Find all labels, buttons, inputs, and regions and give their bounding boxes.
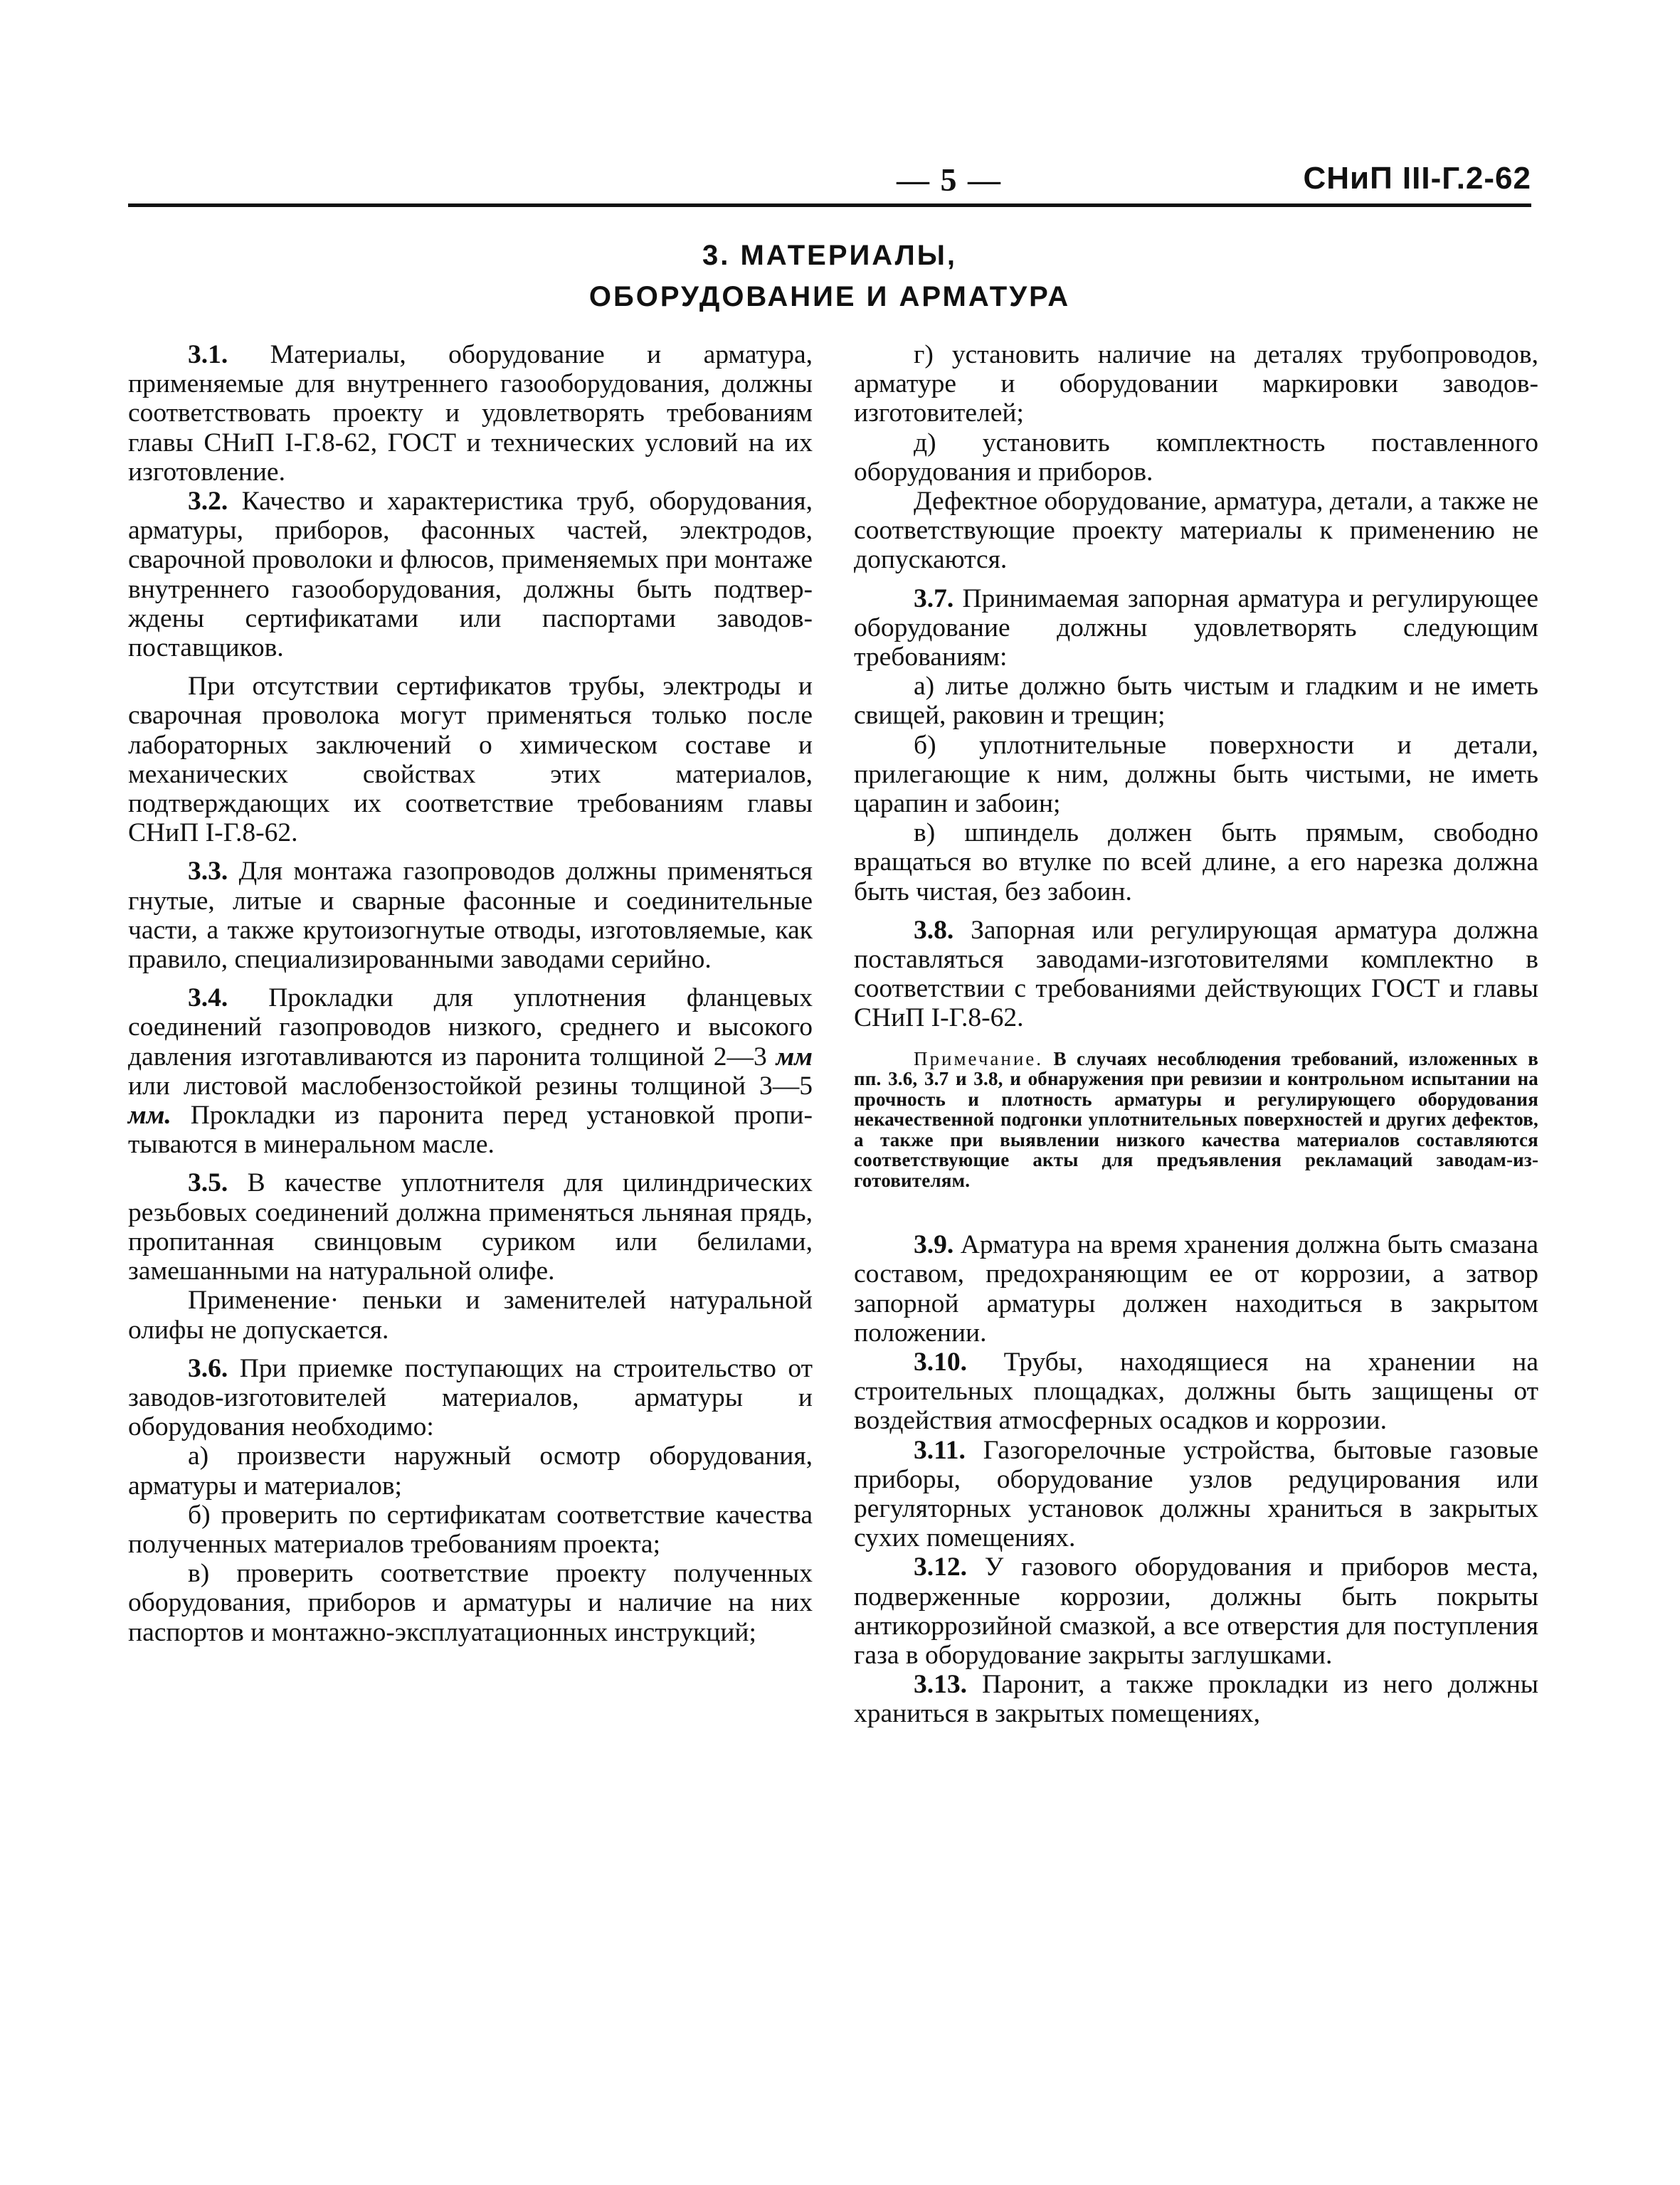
paragraph-text: Принимаемая запорная арматура и регулирующее оборудование должны удовлетворять следующим требованиям: <box>854 583 1538 672</box>
paragraph-3-3 <box>128 857 813 974</box>
paragraph-text: Газогорелочные устройства, бытовые газовые приборы, оборудование узлов редуцирования или регуляторных установок должны храниться в закрытых сухих помещениях. <box>854 1435 1538 1553</box>
clause-number: 3.4. <box>188 983 228 1013</box>
paragraph-3-1 <box>128 340 813 487</box>
clause-number: 3.10. <box>914 1347 967 1377</box>
paragraph-3-11 <box>854 1436 1538 1553</box>
header-rule <box>128 203 1531 207</box>
document-code: СНиП III-Г.2-62 <box>1303 161 1531 196</box>
paragraph-text: Для монтажа газопроводов должны применяться гнутые, литые и сварные фасонные и соединительные части, а также крутоизогнутые отводы, изготовляемые, как правило, специализированными заводами серийно. <box>128 857 813 975</box>
paragraph-text: Прокладки для уплотнения фланцевых соединений газопроводов низкого, среднего и высокого давления изготавливаются из паронита толщиной 2—3 <box>128 983 813 1072</box>
list-item-v: в) шпиндель должен быть прямым, свободно вращаться во втулке по всей длине, а его нарезка должна быть чистая, без забоин. <box>854 818 1538 906</box>
clause-number: 3.6. <box>188 1353 228 1383</box>
clause-number: 3.2. <box>188 487 228 517</box>
paragraph-3-4 <box>128 983 813 1159</box>
note-label: Примечание. <box>914 1047 1044 1069</box>
paragraph-3-9 <box>854 1230 1538 1348</box>
paragraph-3-2-continued: При отсутствии сертификатов трубы, электроды и сварочная проволока могут применяться только после лабораторных заключений о химическом составе и механических свойствах этих материалов, подтверждающих их соответствие требованиям главы СНиП I-Г.8-62. <box>128 672 813 848</box>
paragraph-3-8 <box>854 916 1538 1033</box>
paragraph-3-13 <box>854 1670 1538 1728</box>
list-item-g: г) установить наличие на деталях трубопроводов, арматуре и оборудовании маркировки заводов-изготовителей; <box>854 340 1538 428</box>
note <box>854 1049 1538 1191</box>
list-item-b: б) уплотнительные поверхности и детали, прилегающие к ним, должны быть чистыми, не иметь царапин и забоин; <box>854 730 1538 819</box>
paragraph-text: Материалы, оборудование и арматура, применяемые для внутреннего газооборудования, должны соответствовать проекту и удовлетворять требованиям главы СНиП I-Г.8-62, ГОСТ и технических условий на их изготовление. <box>128 340 813 487</box>
clause-number: 3.1. <box>188 340 228 369</box>
note-text: В случаях несоблюдения требований, изложенных в пп. 3.6, 3.7 и 3.8, и обнаружения при ревизии и контрольном испытании на прочность и плотность арматуры и регулирующего оборудования некачественной подгонки уплотнительных поверхностей и других дефектов, а также при выявлении низкого качества материалов составляются соответствующие акты для предъявления рекламаций заводам-изготовителям. <box>854 1047 1538 1191</box>
paragraph-text: Арматура на время хранения должна быть смазана составом, предохраняющим ее от коррозии, а затвор запорной арматуры должен находиться в закрытом положении. <box>854 1230 1538 1348</box>
paragraph-3-10 <box>854 1348 1538 1436</box>
list-item-v: в) проверить соответствие проекту полученных оборудования, приборов и арматуры и наличие на них паспортов и монтажно-эксплуатационных инструкций; <box>128 1559 813 1647</box>
left-column <box>128 340 813 1647</box>
clause-number: 3.7. <box>914 583 954 613</box>
clause-number: 3.11. <box>914 1435 966 1465</box>
paragraph-text: Паронит, а также прокладки из него должны храниться в закрытых помещениях, <box>854 1670 1538 1729</box>
list-item-d: д) установить комплектность поставленного оборудования и приборов. <box>854 428 1538 487</box>
clause-number: 3.8. <box>914 915 954 945</box>
clause-number: 3.9. <box>914 1230 954 1260</box>
paragraph-3-7 <box>854 584 1538 672</box>
paragraph-3-2 <box>128 487 813 662</box>
paragraph-3-12 <box>854 1552 1538 1670</box>
paragraph-text: При приемке поступающих на строительство от заводов-изготовителей материалов, арматуры и оборудования необходимо: <box>128 1353 813 1442</box>
section-title <box>128 235 1531 317</box>
paragraph-text: Прокладки из паронита перед установкой пропитываются в минеральном масле. <box>128 1101 813 1160</box>
section-title-line-1: 3. МАТЕРИАЛЫ, <box>702 240 957 271</box>
clause-number: 3.13. <box>914 1670 967 1700</box>
paragraph-text: Трубы, находящиеся на хранении на строительных площадках, должны быть защищены от воздействия атмосферных осадков и коррозии. <box>854 1347 1538 1436</box>
paragraph-3-5-continued: Применение· пеньки и заменителей натуральной олифы не допускается. <box>128 1286 813 1345</box>
list-item-a: а) литье должно быть чистым и гладким и не иметь свищей, раковин и трещин; <box>854 672 1538 731</box>
paragraph-text: Запорная или регулирующая арматура должна поставляться заводами-изготовителями комплектно в соответствии с требованиями действующих ГОСТ и главы СНиП I-Г.8-62. <box>854 915 1538 1033</box>
page-header <box>128 161 1531 203</box>
paragraph-text: Качество и характеристика труб, оборудования, арматуры, приборов, фасонных частей, электродов, сварочной проволоки и флюсов, применяемых при монтаже внутреннего газооборудования, должны быть подтверждены сертификатами или паспортами заводов-поставщиков. <box>128 487 813 663</box>
list-item-b: б) проверить по сертификатам соответствие качества полученных материалов требованиям проекта; <box>128 1500 813 1559</box>
unit-mm: мм <box>776 1042 813 1072</box>
paragraph-3-5 <box>128 1168 813 1286</box>
clause-number: 3.3. <box>188 857 228 887</box>
paragraph-defective-equipment: Дефектное оборудование, арматура, детали, а также не соответствующие проекту материалы к применению не допускаются. <box>854 487 1538 575</box>
page-number: — 5 — <box>897 162 1002 198</box>
unit-mm: мм. <box>128 1101 171 1131</box>
paragraph-text: В качестве уплотнителя для цилиндрических резьбовых соединений должна применяться льняная прядь, пропитанная свинцовым суриком или белилами, замешанными на натуральной олифе. <box>128 1168 813 1286</box>
clause-number: 3.12. <box>914 1552 967 1582</box>
paragraph-3-6 <box>128 1354 813 1442</box>
paragraph-text: У газового оборудования и приборов места, подверженные коррозии, должны быть покрыты антикоррозийной смазкой, а все отверстия для поступления газа в оборудование закрыты заглушками. <box>854 1552 1538 1671</box>
paragraph-text: или листовой маслобензостойкой резины толщиной 3—5 <box>128 1071 813 1101</box>
list-item-a: а) произвести наружный осмотр оборудования, арматуры и материалов; <box>128 1441 813 1501</box>
clause-number: 3.5. <box>188 1168 228 1198</box>
right-column <box>854 340 1538 1729</box>
section-title-line-2: ОБОРУДОВАНИЕ И АРМАТУРА <box>588 281 1071 312</box>
